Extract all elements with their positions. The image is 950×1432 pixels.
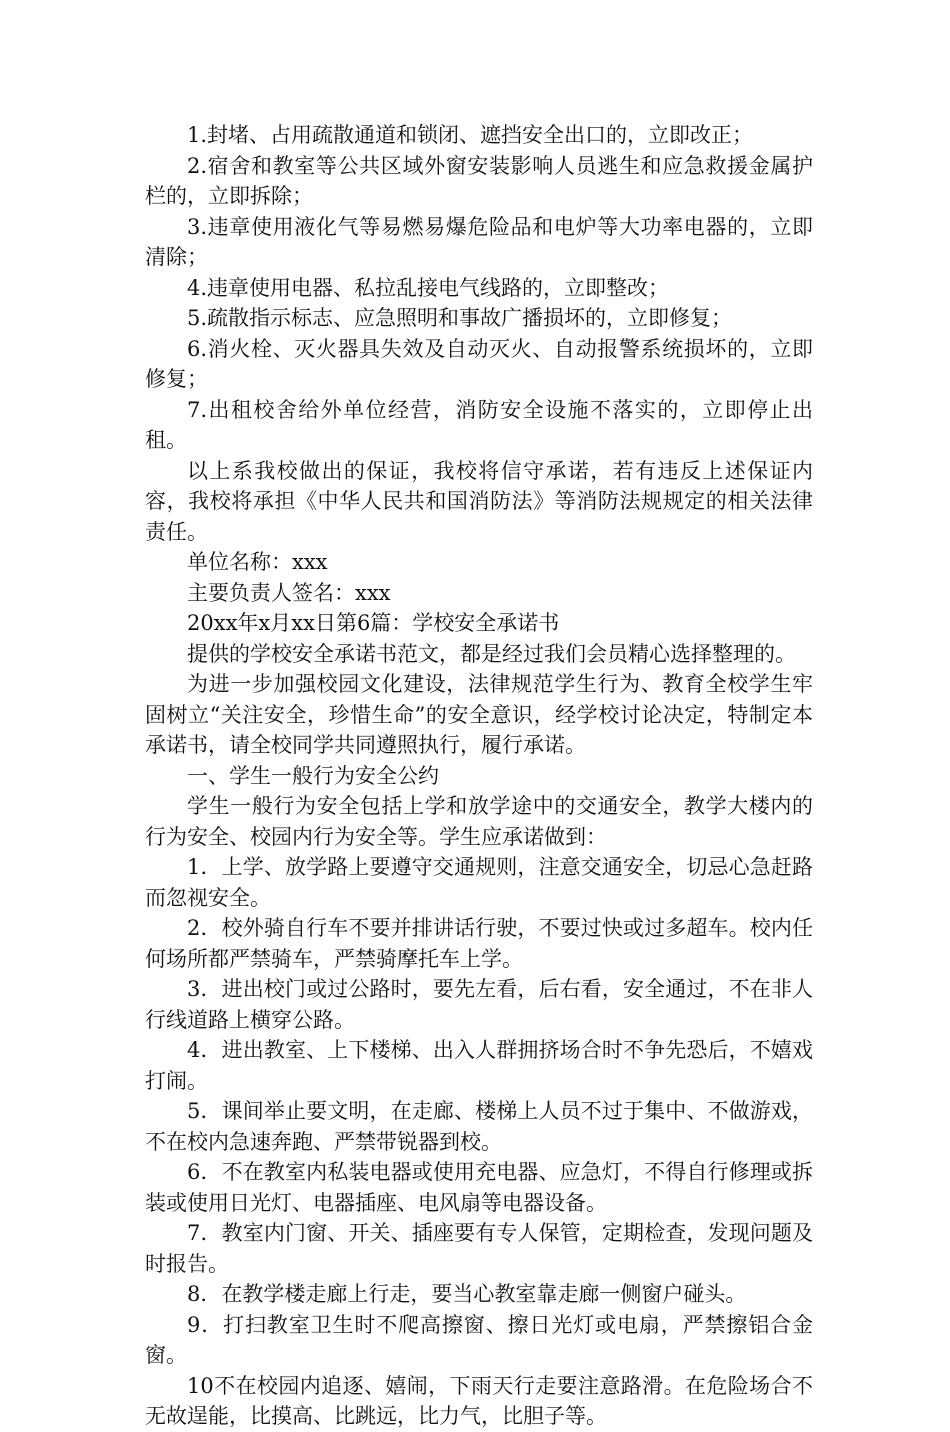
paragraph: 4.违章使用电器、私拉乱接电气线路的，立即整改；	[187, 275, 670, 300]
section-heading: 20xx年x月xx日第6篇：学校安全承诺书	[187, 611, 560, 635]
paragraph: 7.出租校舍给外单位经营，消防安全设施不落实的，立即停止出租。	[145, 397, 813, 452]
paragraph: 1.封堵、占用疏散通道和锁闭、遮挡安全出口的，立即改正；	[187, 123, 754, 147]
paragraph: 6.消火栓、灭火器具失效及自动灭火、自动报警系统损坏的，立即修复；	[145, 336, 813, 391]
list-item: 7．教室内门窗、开关、插座要有专人保管，定期检查，发现问题及时报告。	[145, 1221, 813, 1276]
list-item: 10不在校园内追逐、嬉闹，下雨天行走要注意路滑。在危险场合不无故逞能，比摸高、比跳远，比力气，比胆子等。	[145, 1373, 813, 1428]
list-item: 1．上学、放学路上要遵守交通规则，注意交通安全，切忌心急赶路而忽视安全。	[145, 855, 813, 910]
unit-name-line: 单位名称：xxx	[187, 550, 328, 574]
paragraph: 学生一般行为安全包括上学和放学途中的交通安全，教学大楼内的行为安全、校园内行为安全等。学生应承诺做到：	[145, 794, 813, 849]
document-body	[145, 120, 813, 1432]
list-item: 2．校外骑自行车不要并排讲话行驶，不要过快或过多超车。校内任何场所都严禁骑车，严禁骑摩托车上学。	[145, 916, 813, 971]
list-item: 9．打扫教室卫生时不爬高擦窗、擦日光灯或电扇，严禁擦铝合金窗。	[145, 1312, 813, 1367]
subsection-heading: 一、学生一般行为安全公约	[187, 763, 439, 788]
list-item: 6．不在教室内私装电器或使用充电器、应急灯，不得自行修理或拆装或使用日光灯、电器插座、电风扇等电器设备。	[145, 1160, 813, 1215]
paragraph: 为进一步加强校园文化建设，法律规范学生行为、教育全校学生牢固树立“关注安全，珍惜生命”的安全意识，经学校讨论决定，特制定本承诺书，请全校同学共同遵照执行，履行承诺。	[145, 672, 813, 757]
list-item: 3．进出校门或过公路时，要先左看，后右看，安全通过，不在非人行线道路上横穿公路。	[145, 977, 813, 1032]
list-item: 8．在教学楼走廊上行走，要当心教室靠走廊一侧窗户碰头。	[187, 1282, 747, 1306]
paragraph: 2.宿舍和教室等公共区域外窗安装影响人员逃生和应急救援金属护栏的，立即拆除；	[145, 153, 813, 208]
signature-line: 主要负责人签名：xxx	[187, 580, 391, 605]
paragraph: 5.疏散指示标志、应急照明和事故广播损坏的，立即修复；	[187, 306, 733, 330]
list-item: 5．课间举止要文明，在走廊、楼梯上人员不过于集中、不做游戏，不在校内急速奔跑、严禁带锐器到校。	[145, 1099, 813, 1154]
paragraph: 提供的学校安全承诺书范文，都是经过我们会员精心选择整理的。	[187, 641, 796, 666]
paragraph: 以上系我校做出的保证，我校将信守承诺，若有违反上述保证内容，我校将承担《中华人民共和国消防法》等消防法规规定的相关法律责任。	[145, 458, 813, 544]
list-item: 4．进出教室、上下楼梯、出入人群拥挤场合时不争先恐后，不嬉戏打闹。	[145, 1038, 813, 1093]
paragraph: 3.违章使用液化气等易燃易爆危险品和电炉等大功率电器的，立即清除；	[145, 214, 813, 269]
